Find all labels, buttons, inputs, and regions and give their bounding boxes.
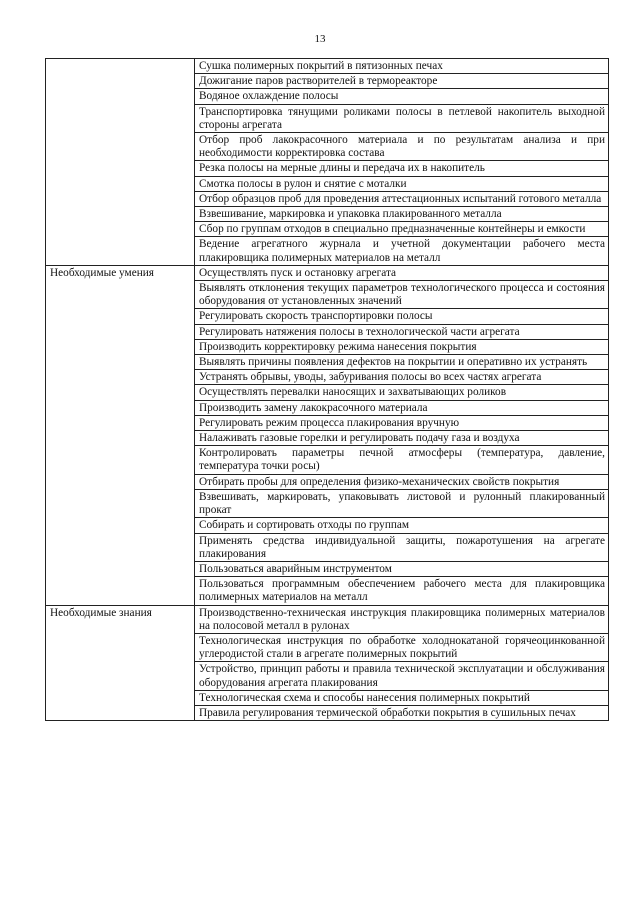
- item-cell: Устройство, принцип работы и правила технической эксплуатации и обслуживания оборудования агрегата плакирования: [195, 662, 609, 690]
- item-cell: Транспортировка тянущими роликами полосы в петлевой накопитель выходной стороны агрегата: [195, 104, 609, 132]
- item-cell: Налаживать газовые горелки и регулировать подачу газа и воздуха: [195, 431, 609, 446]
- item-cell: Устранять обрывы, уводы, забуривания полосы во всех частях агрегата: [195, 370, 609, 385]
- item-cell: Смотка полосы в рулон и снятие с моталки: [195, 176, 609, 191]
- item-cell: Технологическая инструкция по обработке холоднокатаной горячеоцинкованной углеродистой стали в агрегате полимерных покрытий: [195, 633, 609, 661]
- item-cell: Производить замену лакокрасочного материала: [195, 400, 609, 415]
- item-cell: Выявлять причины появления дефектов на покрытии и оперативно их устранять: [195, 355, 609, 370]
- item-cell: Собирать и сортировать отходы по группам: [195, 518, 609, 533]
- item-cell: Взвешивание, маркировка и упаковка плакированного металла: [195, 207, 609, 222]
- item-cell: Применять средства индивидуальной защиты, пожаротушения на агрегате плакирования: [195, 533, 609, 561]
- item-cell: Отбирать пробы для определения физико-механических свойств покрытия: [195, 474, 609, 489]
- item-cell: Ведение агрегатного журнала и учетной документации рабочего места плакировщика полимерных материалов на металл: [195, 237, 609, 265]
- item-cell: Контролировать параметры печной атмосферы (температура, давление, температура точки росы): [195, 446, 609, 474]
- table-row: [46, 59, 609, 74]
- item-cell: Отбор проб лакокрасочного материала и по результатам анализа и при необходимости корректировка состава: [195, 133, 609, 161]
- item-cell: Производственно-техническая инструкция плакировщика полимерных материалов на полосовой металл в рулонах: [195, 605, 609, 633]
- item-cell: Осуществлять перевалки наносящих и захватывающих роликов: [195, 385, 609, 400]
- item-cell: Регулировать режим процесса плакирования вручную: [195, 415, 609, 430]
- category-cell: Необходимые знания: [46, 605, 195, 721]
- item-cell: Регулировать скорость транспортировки полосы: [195, 309, 609, 324]
- item-cell: Производить корректировку режима нанесения покрытия: [195, 339, 609, 354]
- item-cell: Отбор образцов проб для проведения аттестационных испытаний готового металла: [195, 191, 609, 206]
- table-body: [46, 59, 609, 721]
- item-cell: Сушка полимерных покрытий в пятизонных печах: [195, 59, 609, 74]
- item-cell: Технологическая схема и способы нанесения полимерных покрытий: [195, 690, 609, 705]
- item-cell: Взвешивать, маркировать, упаковывать листовой и рулонный плакированный прокат: [195, 489, 609, 517]
- item-cell: Пользоваться программным обеспечением рабочего места для плакировщика полимерных материалов на металл: [195, 577, 609, 605]
- category-cell: [46, 59, 195, 266]
- table-row: [46, 265, 609, 280]
- item-cell: Сбор по группам отходов в специально предназначенные контейнеры и емкости: [195, 222, 609, 237]
- item-cell: Регулировать натяжения полосы в технологической части агрегата: [195, 324, 609, 339]
- competency-table: [45, 58, 609, 721]
- category-cell: Необходимые умения: [46, 265, 195, 605]
- item-cell: Резка полосы на мерные длины и передача их в накопитель: [195, 161, 609, 176]
- item-cell: Водяное охлаждение полосы: [195, 89, 609, 104]
- page-number: 13: [314, 33, 326, 45]
- item-cell: Пользоваться аварийным инструментом: [195, 561, 609, 576]
- item-cell: Правила регулирования термической обработки покрытия в сушильных печах: [195, 705, 609, 720]
- item-cell: Выявлять отклонения текущих параметров технологического процесса и состояния оборудования от установленных значений: [195, 281, 609, 309]
- item-cell: Осуществлять пуск и остановку агрегата: [195, 265, 609, 280]
- table-row: [46, 605, 609, 633]
- item-cell: Дожигание паров растворителей в термореакторе: [195, 74, 609, 89]
